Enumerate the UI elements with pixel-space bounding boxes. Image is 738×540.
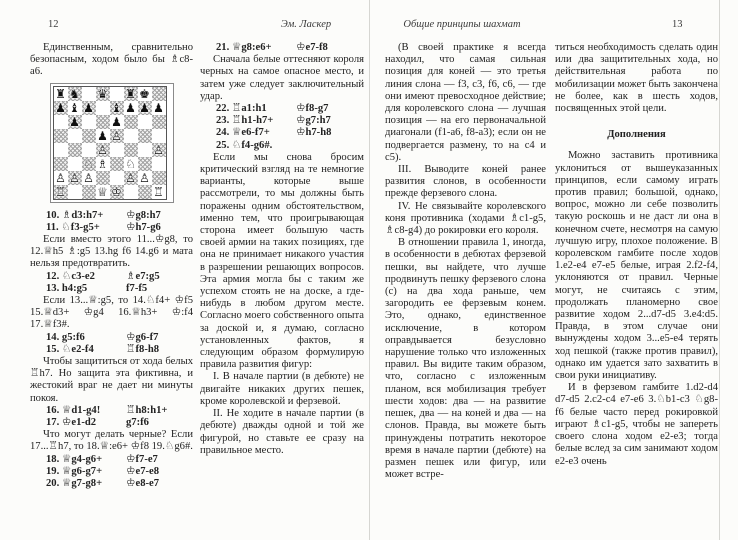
board-square [110, 115, 124, 129]
black-piece: ♞ [69, 86, 80, 101]
move-black: ♔f7-e7 [126, 453, 158, 465]
move-white: 22. ♖a1:h1 [216, 103, 267, 115]
move-row [30, 454, 193, 466]
black-piece: ♝ [111, 100, 122, 115]
board-square [138, 157, 152, 171]
white-piece: ♗ [97, 156, 108, 171]
white-piece: ♙ [83, 170, 94, 185]
move-row [200, 140, 364, 152]
move-row [30, 344, 193, 356]
move-white: 12. ♘c3-e2 [46, 270, 95, 282]
board-square [124, 143, 138, 157]
board-square [96, 87, 110, 101]
white-piece: ♕ [97, 184, 108, 199]
move-black: ♗e7:g5 [126, 270, 160, 282]
move-white: 21. ♕g8:e6+ [216, 42, 272, 53]
board-square [124, 185, 138, 199]
paragraph: I. В начале партии (в дебюте) не двигайте никаких других пешек, кроме королевской и ферзевой. [200, 371, 364, 407]
black-piece: ♟ [69, 114, 80, 129]
paragraph: Если 13...♕:g5, то 14.♘f4+ ♔f5 15.♕d3+ ♔g4 16.♕h3+ ♔:f4 17.♕f3#. [30, 295, 193, 331]
paragraph: Чтобы защититься от хода белых ♖h7. Но защита эта фиктивна, и жестокий враг не дает ни минуты покоя. [30, 356, 193, 404]
white-piece: ♖ [153, 184, 164, 199]
board-square [54, 101, 68, 115]
move-black: ♔f8-g7 [296, 103, 329, 115]
black-piece: ♜ [55, 86, 66, 101]
board-square [54, 129, 68, 143]
black-piece: ♟ [111, 114, 122, 129]
board-square [54, 157, 68, 171]
black-piece: ♛ [97, 86, 108, 101]
black-piece: ♟ [125, 100, 136, 115]
board-square [82, 143, 96, 157]
board-square [68, 185, 82, 199]
move-white: 19. ♕g6-g7+ [46, 465, 103, 477]
board-square [152, 157, 166, 171]
white-piece: ♙ [125, 170, 136, 185]
board-square [68, 101, 82, 115]
board-square [82, 171, 96, 185]
column-4 [555, 42, 718, 468]
black-piece: ♝ [69, 100, 80, 115]
board-square [96, 157, 110, 171]
board-square [138, 101, 152, 115]
move-row [200, 42, 364, 54]
board-square [54, 143, 68, 157]
move-white: 20. ♕g7-g8+ [46, 478, 103, 490]
black-piece: ♜ [125, 86, 136, 101]
move-black: ♔g6-f7 [126, 331, 159, 343]
move-row [30, 271, 193, 283]
move-black: ♔g8:h7 [126, 209, 161, 221]
board-square [152, 115, 166, 129]
board-square [110, 143, 124, 157]
chess-diagram [50, 83, 174, 203]
move-white: 25. ♘f4-g6#. [216, 139, 273, 151]
move-black: ♔h7-h8 [296, 127, 332, 139]
paragraph: Что могут делать черные? Если 17...♖h7, то 18.♕:e6+ ♔f8 19.♘g6#. [30, 429, 193, 453]
move-white: 15. ♘e2-f4 [46, 343, 94, 355]
paragraph: Если мы снова бросим критический взгляд на те немногие варианты, которые выше рассмотрели, то мы должны быть поражены одним обстоятельством, именно тем, что проигрывающая сторона имеет большую часть своей армии на таких позициях, где она не принимает никакого участия в разрешении решающих вопросов. Эта армия могла бы с таким же успехом стоять не на доске, а где-нибудь в любом другом месте. Согласно моего собственного опыта за доской и, я думаю, согласно установленных фактов, я следующим образом формулирую правила развития фигур: [200, 151, 364, 371]
column-2 [200, 42, 364, 457]
board-square [138, 129, 152, 143]
move-row [30, 283, 193, 295]
board-square [68, 143, 82, 157]
board-square [110, 87, 124, 101]
board-square [96, 129, 110, 143]
paragraph: И в ферзевом гамбите 1.d2-d4 d7-d5 2.c2-c4 e7-e6 3.♘b1-c3 ♘g8-f6 белые часто перед рокировкой играют ♗c1-g5, чтобы не запереть своего слона ходом e2-e3; тогда белые вслед за сим занимают ходом e2-e3 очень [555, 382, 718, 467]
black-piece: ♟ [97, 128, 108, 143]
move-white: 14. g5:f6 [46, 331, 85, 343]
move-row [200, 127, 364, 139]
board-square [96, 185, 110, 199]
board-square [124, 171, 138, 185]
move-black: ♔g7:h7 [296, 115, 331, 127]
board-square [138, 143, 152, 157]
paragraph: титься необходимость сделать один или два защитительных хода, но действительная работа по мобилизации может быть закончена не более, как в шесть ходов, посвященных этой цели. [555, 42, 718, 115]
board-square [110, 185, 124, 199]
board-square [110, 129, 124, 143]
board-square [82, 101, 96, 115]
move-row [30, 222, 193, 234]
running-title-left: Эм. Ласкер [280, 19, 332, 30]
board-square [68, 171, 82, 185]
white-piece: ♙ [55, 170, 66, 185]
move-black: ♔e8-e7 [126, 478, 160, 490]
paragraph: Можно заставить противника уклониться от вышеуказанных принципов, если самому играть против правил; большой, однако, вопрос, можно ли себе позволить такую роскошь и не даст ли она в конечном счете, несмотря на самую лучшую игру, плохое положение. В королевском гамбите после ходов 1.e2-e4 e7-e5 белые, играя 2.f2-f4, уклоняются от правил. Черные могут, не считаясь с этим, продолжать планомерно свое развитие ходом 2...d7-d5 3.e4:d5. Правда, в этом случае они вынуждены ходом 3...e5-e4 терять ход пешкой (также против правил), однако им удается зато захватить в свои руки инициативу. [555, 150, 718, 382]
move-row [30, 417, 193, 429]
section-heading: Дополнения [607, 129, 666, 141]
white-piece: ♘ [125, 156, 136, 171]
white-piece: ♙ [153, 142, 164, 157]
board-square [152, 185, 166, 199]
move-row [30, 478, 193, 490]
move-row [30, 405, 193, 417]
board-square [68, 129, 82, 143]
white-piece: ♙ [97, 142, 108, 157]
white-piece: ♖ [55, 184, 66, 199]
move-white: 10. ♗d3:h7+ [46, 209, 104, 221]
page-gutter-divider [369, 0, 370, 540]
board-square [152, 87, 166, 101]
paragraph: IV. Не связывайте королевского коня противника (ходами ♗c1-g5, ♗c8-g4) до рокировки его короля. [385, 200, 546, 237]
board-square [152, 129, 166, 143]
board-square [54, 185, 68, 199]
move-row [200, 115, 364, 127]
board-square [54, 171, 68, 185]
board-square [110, 171, 124, 185]
page-edge-line [719, 0, 720, 540]
move-row [200, 103, 364, 115]
board-square [152, 101, 166, 115]
black-piece: ♟ [83, 100, 94, 115]
move-black [296, 140, 364, 152]
running-title-right: Общие принципы шахмат [403, 19, 521, 30]
move-white: 11. ♘f3-g5+ [46, 221, 100, 233]
move-white: 24. ♕e6-f7+ [216, 127, 270, 139]
paragraph: В отношении правила 1, иногда, в особенности в дебютах ферзевой пешки, вы найдете, что лучше продвинуть пешку ферзевого слона (c) на два хода раньше, чем загородить ее ферзевым конем. Это, однако, единственное исключение, в котором оправдывается безусловно нарушение только что изложенных правил. Вы видите таким образом, что, согласно с изложенным планом, вся мобилизация требует шести ходов: два — на развитие пешек, два — на коней и два — на слонов. Правда, вы можете быть принуждены потратить некоторое время в начале партии (дебюте) на размен пешек или фигур, или может встре- [385, 237, 546, 481]
board-square [96, 143, 110, 157]
paragraph: Если вместо этого 11...♔g8, то 12.♕h5 ♗:g5 13.hg f6 14.g6 и мата нельзя предотвратить. [30, 234, 193, 270]
move-black: g7:f6 [126, 417, 149, 429]
white-piece: ♔ [111, 184, 122, 199]
board-square [138, 87, 152, 101]
board-square [68, 157, 82, 171]
paragraph: Сначала белые оттесняют короля черных на самое опасное место, и затем уже следует заключительный удар. [200, 54, 364, 102]
black-piece: ♟ [153, 100, 164, 115]
board-square [68, 87, 82, 101]
move-black: ♔h7-g6 [126, 221, 161, 233]
paragraph: Единственным, сравнительно безопасным, ходом было бы ♗c8-a6. [30, 42, 193, 78]
board-square [152, 143, 166, 157]
page-number-left: 12 [48, 19, 59, 30]
move-row [30, 466, 193, 478]
board-square [124, 129, 138, 143]
board-square [138, 185, 152, 199]
board-square [124, 101, 138, 115]
board-square [96, 115, 110, 129]
move-black: ♖h8:h1+ [126, 404, 168, 416]
move-row [30, 332, 193, 344]
board-square [138, 115, 152, 129]
paragraph: II. Не ходите в начале партии (в дебюте) дважды одной и той же фигурой, но ставьте ее сразу на правильное место. [200, 408, 364, 456]
move-white: 16. ♕d1-g4! [46, 404, 101, 416]
black-piece: ♚ [139, 86, 150, 101]
board-square [82, 157, 96, 171]
board-square [68, 115, 82, 129]
board-square [96, 101, 110, 115]
white-piece: ♙ [111, 128, 122, 143]
board-square [82, 129, 96, 143]
column-3 [385, 42, 546, 481]
move-white: 23. ♖h1-h7+ [216, 115, 274, 127]
white-piece: ♘ [83, 156, 94, 171]
white-piece: ♙ [69, 170, 80, 185]
move-black: f7-f5 [126, 282, 148, 294]
paragraph: III. Выводите коней ранее развития слонов, в особенности прежде ферзевого слона. [385, 164, 546, 200]
board-square [82, 185, 96, 199]
move-row [30, 210, 193, 222]
board-square [82, 115, 96, 129]
board-square [152, 171, 166, 185]
board-square [138, 171, 152, 185]
board-square [124, 87, 138, 101]
move-black: ♖f8-h8 [126, 343, 160, 355]
board-square [124, 157, 138, 171]
move-black: ♔e7-f8 [296, 42, 328, 53]
move-white: 13. h4:g5 [46, 282, 88, 294]
move-white: 18. ♕g4-g6+ [46, 453, 103, 465]
board-square [96, 171, 110, 185]
board-square [82, 87, 96, 101]
column-1 [30, 42, 193, 490]
black-piece: ♟ [139, 100, 150, 115]
page-number-right: 13 [672, 19, 683, 30]
board-square [54, 87, 68, 101]
move-black: ♔e7-e8 [126, 465, 160, 477]
board-square [54, 115, 68, 129]
paragraph: (В своей практике я всегда находил, что самая сильная позиция для коней — это третья линия слона — f3, c3, f6, c6, — где они имеют превосходное действие; для королевского слона — лучшая позиция — на его первоначальной диагонали (f1-a6, f8-a3); если он не подвергается размену, то на c4 и c5). [385, 42, 546, 163]
move-white: 17. ♔e1-d2 [46, 417, 97, 429]
board-square [110, 157, 124, 171]
board-square [110, 101, 124, 115]
white-piece: ♙ [139, 170, 150, 185]
board-square [124, 115, 138, 129]
chess-board [53, 86, 167, 200]
black-piece: ♟ [55, 100, 66, 115]
